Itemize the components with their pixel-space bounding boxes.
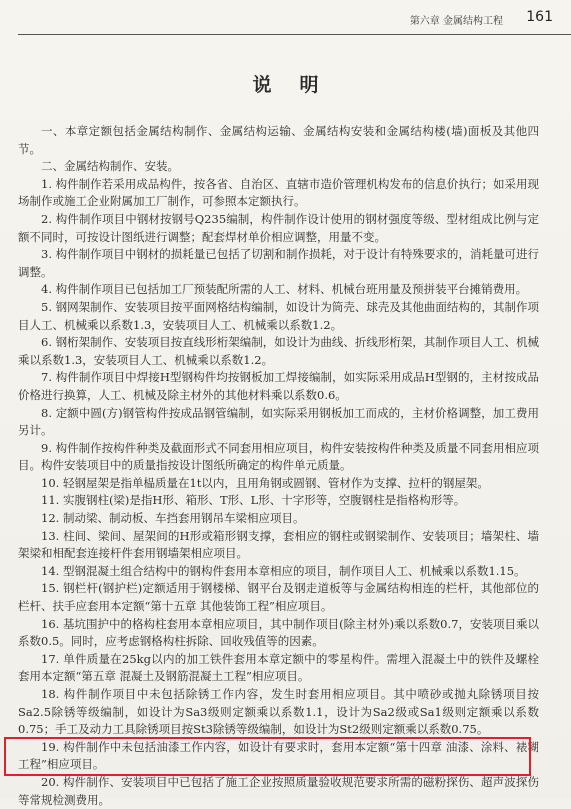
paragraph: 20. 构件制作、安装项目中已包括了施工企业按照质量验收规范要求所需的磁粉探伤、超声波探伤等常规检测费用。	[18, 774, 539, 807]
paragraph: 1. 构件制作若采用成品构件，按各省、自治区、直辖市造价管理机构发布的信息价执行；如采用现场制作或施工企业附属加工厂制作，可参照本定额执行。	[18, 176, 539, 209]
highlighted-paragraph: 19. 构件制作中未包括油漆工作内容，如设计有要求时，套用本定额“第十四章 油漆、涂料、裱糊工程”相应项目。	[18, 739, 539, 772]
document-body	[18, 123, 539, 809]
chapter-title: 第六章 金属结构工程	[409, 16, 503, 27]
page-header	[0, 0, 571, 34]
paragraph: 14. 型钢混凝土组合结构中的钢构件套用本章相应的项目，制作项目人工、机械乘以系数1.15。	[41, 563, 526, 578]
section-title: 说明	[252, 74, 347, 96]
paragraph: 17. 单件质量在25kg以内的加工铁件套用本章定额中的零星构件。需埋入混凝土中的铁件及螺栓套用本定额“第五章 混凝土及钢筋混凝土工程”相应项目。	[18, 651, 539, 684]
paragraph: 2. 构件制作项目中钢材按钢号Q235编制，构件制作设计使用的钢材强度等级、型材组成比例与定额不同时，可按设计图纸进行调整；配套焊材单价相应调整，用量不变。	[18, 211, 539, 244]
paragraph: 12. 制动梁、制动板、车挡套用钢吊车梁相应项目。	[41, 511, 305, 526]
paragraph: 10. 轻钢屋架是指单榀质量在1t以内，且用角钢或圆钢、管材作为支撑、拉杆的钢屋架。	[41, 475, 489, 490]
paragraph: 11. 实腹钢柱(梁)是指H形、箱形、T形、L形、十字形等，空腹钢柱是指格构形等。	[41, 493, 466, 508]
paragraph: 13. 柱间、梁间、屋架间的H形或箱形钢支撑，套相应的钢柱或钢梁制作、安装项目；墙架柱、墙架梁和相配套连接杆件套用钢墙架相应项目。	[18, 528, 539, 561]
paragraph: 8. 定额中圆(方)钢管构件按成品钢管编制，如实际采用钢板加工而成的，主材价格调整，加工费用另计。	[18, 405, 539, 438]
paragraph: 9. 构件制作按构件种类及截面形式不同套用相应项目，构件安装按构件种类及质量不同套用相应项目。构件安装项目中的质量指按设计图纸所确定的构件单元质量。	[18, 440, 539, 473]
paragraph: 二、金属结构制作、安装。	[41, 159, 179, 174]
paragraph: 6. 钢桁架制作、安装项目按直线形桁架编制，如设计为曲线、折线形桁架，其制作项目人工、机械乘以系数1.3，安装项目人工、机械乘以系数1.2。	[18, 335, 539, 367]
paragraph: 5. 钢网架制作、安装项目按平面网格结构编制，如设计为筒壳、球壳及其他曲面结构的，其制作项目人工、机械乘以系数1.3，安装项目人工、机械乘以系数1.2。	[18, 299, 539, 332]
paragraph: 18. 构件制作项目中未包括除锈工作内容，发生时套用相应项目。其中喷砂或抛丸除锈项目按Sa2.5除锈等级编制，如设计为Sa3级则定额乘以系数1.1，设计为Sa2级或Sa1级则定额乘以系数0.75；手工及动力工具除锈项目按St3除锈等级编制，如设计为St2级则定额乘以系数0.75。	[18, 687, 539, 737]
paragraph: 3. 构件制作项目中钢材的损耗量已包括了切割和制作损耗，对于设计有特殊要求的，消耗量可进行调整。	[18, 247, 539, 279]
paragraph: 一、本章定额包括金属结构制作、金属结构运输、金属结构安装和金属结构楼(墙)面板及其他四节。	[18, 124, 539, 156]
paragraph: 15. 钢栏杆(钢护栏)定额适用于钢楼梯、钢平台及钢走道板等与金属结构相连的栏杆，其他部位的栏杆、扶手应套用本定额“第十五章 其他装饰工程”相应项目。	[18, 581, 539, 614]
paragraph: 4. 构件制作项目已包括加工厂预装配所需的人工、材料、机械台班用量及预拼装平台摊销费用。	[41, 282, 528, 297]
header-rule	[18, 34, 571, 35]
paragraph: 16. 基坑围护中的格构柱套用本章相应项目，其中制作项目(除主材外)乘以系数0.7，安装项目乘以系数0.5。同时，应考虑钢格构柱拆除、回收残值等的因素。	[18, 616, 539, 649]
paragraph: 7. 构件制作项目中焊接H型钢构件均按钢板加工焊接编制，如实际采用成品H型钢的，主材按成品价格进行换算，人工、机械及除主材外的其他材料乘以系数0.6。	[18, 370, 539, 402]
page-number: 161	[526, 9, 553, 25]
